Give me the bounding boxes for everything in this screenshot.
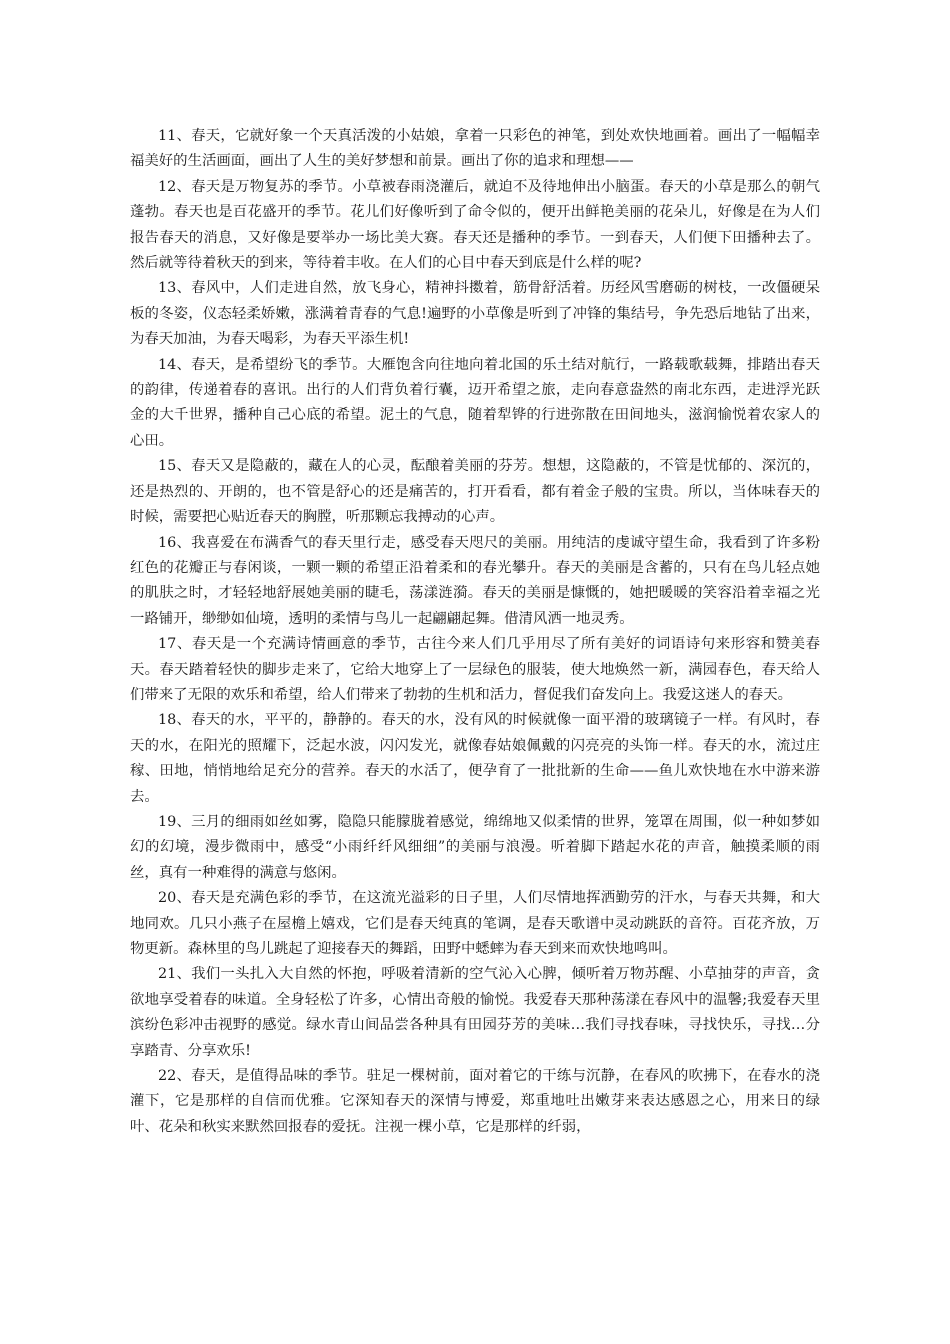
paragraph-12: 12、春天是万物复苏的季节。小草被春雨浇灌后，就迫不及待地伸出小脑蛋。春天的小草是那么的朝气蓬勃。春天也是百花盛开的季节。花儿们好像听到了命令似的，便开出鲜艳美丽的花朵儿，好像是在为人们报告春天的消息，又好像是要举办一场比美大赛。春天还是播种的季节。一到春天，人们便下田播种去了。然后就等待着秋天的到来，等待着丰收。在人们的心目中春天到底是什么样的呢? (130, 178, 820, 272)
paragraph-18: 18、春天的水，平平的，静静的。春天的水，没有风的时候就像一面平滑的玻璃镜子一样。有风时，春天的水，在阳光的照耀下，泛起水波，闪闪发光，就像春姑娘佩戴的闪亮亮的头饰一样。春天的水，流过庄稼、田地，悄悄地给足充分的营养。春天的水活了，便孕育了一批批新的生命——鱼儿欢快地在水中游来游去。 (130, 712, 820, 805)
paragraph-14: 14、春天，是希望纷飞的季节。大雁饱含向往地向着北国的乐土结对航行，一路载歌载舞，排踏出春天的韵律，传递着春的喜讯。出行的人们背负着行囊，迈开希望之旅，走向春意盎然的南北东西，走进浮光跃金的大千世界，播种自己心底的希望。泥土的气息，随着犁铧的行进弥散在田间地头，滋润愉悦着农家人的心田。 (130, 356, 820, 449)
paragraph-19: 19、三月的细雨如丝如雾，隐隐只能朦胧着感觉，绵绵地又似柔情的世界，笼罩在周围，似一种如梦如幻的幻境，漫步微雨中，感受“小雨纤纤风细细”的美丽与浪漫。听着脚下踏起水花的声音，触摸柔顺的雨丝，真有一种难得的满意与悠闲。 (130, 813, 820, 881)
paragraph-17: 17、春天是一个充满诗情画意的季节，古往今来人们几乎用尽了所有美好的词语诗句来形容和赞美春天。春天踏着轻快的脚步走来了，它给大地穿上了一层绿色的服装，使大地焕然一新，满园春色，春天给人们带来了无限的欢乐和希望，给人们带来了勃勃的生机和活力，督促我们奋发向上。我爱这迷人的春天。 (130, 636, 820, 703)
paragraph-11: 11、春天，它就好象一个天真活泼的小姑娘，拿着一只彩色的神笔，到处欢快地画着。画出了一幅幅幸福美好的生活画面，画出了人生的美好梦想和前景。画出了你的追求和理想—— (130, 128, 820, 170)
document-body (130, 124, 820, 1140)
paragraph-16: 16、我喜爱在布满香气的春天里行走，感受春天咫尺的美丽。用纯洁的虔诚守望生命，我看到了许多粉红色的花瓣正与春闲谈，一颗一颗的希望正沿着柔和的春光攀升。春天的美丽是含蓄的，只有在鸟儿轻点她的肌肤之时，才轻轻地舒展她美丽的睫毛，荡漾涟漪。春天的美丽是慷慨的，她把暖暖的笑容沿着幸福之光一路铺开，缈缈如仙境，透明的柔情与鸟儿一起翩翩起舞。借清风洒一地灵秀。 (130, 534, 820, 627)
paragraph-13: 13、春风中，人们走进自然，放飞身心，精神抖擞着，筋骨舒活着。历经风雪磨砺的树枝，一改僵硬呆板的冬姿，仪态轻柔娇嫩，涨满着青春的气息!遍野的小草像是听到了冲锋的集结号，争先恐后地钻了出来，为春天加油，为春天喝彩，为春天平添生机! (130, 280, 820, 348)
paragraph-15: 15、春天又是隐蔽的，藏在人的心灵，酝酿着美丽的芬芳。想想，这隐蔽的，不管是忧郁的、深沉的，还是热烈的、开朗的，也不管是舒心的还是痛苦的，打开看看，都有着金子般的宝贵。所以，当体味春天的时候，需要把心贴近春天的胸膛，听那颗忘我搏动的心声。 (130, 458, 820, 526)
paragraph-21: 21、我们一头扎入大自然的怀抱，呼吸着清新的空气沁入心脾，倾听着万物苏醒、小草抽芽的声音，贪欲地享受着春的味道。全身轻松了许多，心情出奇般的愉悦。我爱春天那种荡漾在春风中的温馨;我爱春天里滨纷色彩冲击视野的感觉。绿水青山间品尝各种具有田园芬芳的美味…我们寻找春味，寻找快乐，寻找…分享踏青、分享欢乐! (130, 966, 820, 1059)
paragraph-22: 22、春天，是值得品味的季节。驻足一棵树前，面对着它的干练与沉静，在春风的吹拂下，在春水的浇灌下，它是那样的自信而优雅。它深知春天的深情与博爱，郑重地吐出嫩芽来表达感恩之心，用来日的绿叶、花朵和秋实来默然回报春的爱抚。注视一棵小草，它是那样的纤弱， (130, 1068, 820, 1135)
paragraph-20: 20、春天是充满色彩的季节，在这流光溢彩的日子里，人们尽情地挥洒勤劳的汗水，与春天共舞，和大地同欢。几只小燕子在屋檐上嬉戏，它们是春天纯真的笔调，是春天歌谱中灵动跳跃的音符。百花齐放，万物更新。森林里的鸟儿跳起了迎接春天的舞蹈，田野中蟋蟀为春天到来而欢快地鸣叫。 (130, 890, 820, 957)
